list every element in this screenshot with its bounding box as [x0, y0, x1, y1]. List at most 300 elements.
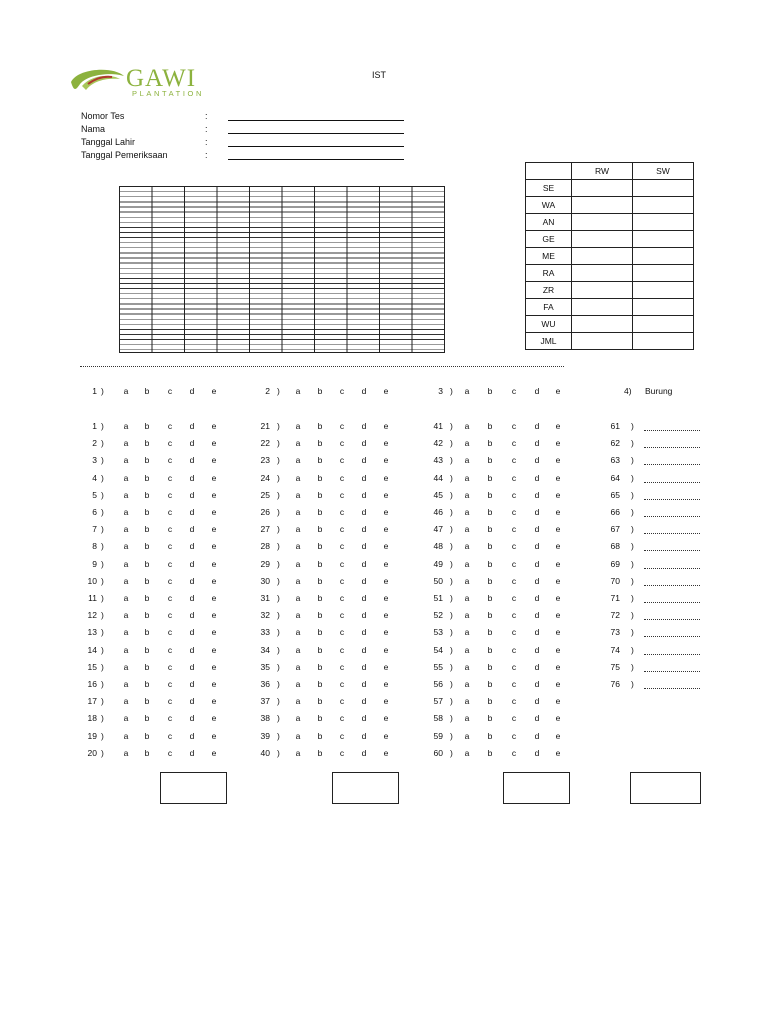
answer-option-c[interactable]: c: [339, 507, 345, 517]
fill-answer-line[interactable]: [644, 592, 700, 603]
answer-option-d[interactable]: d: [189, 661, 195, 672]
answer-option-b[interactable]: b: [487, 386, 493, 396]
answer-option-c[interactable]: c: [511, 421, 517, 431]
answer-option-e[interactable]: e: [211, 593, 217, 603]
answer-option-b[interactable]: b: [487, 696, 493, 707]
answer-option-d[interactable]: d: [189, 524, 195, 535]
answer-option-d[interactable]: d: [361, 593, 367, 603]
answer-option-a[interactable]: a: [464, 575, 470, 586]
answer-option-b[interactable]: b: [487, 438, 493, 449]
answer-option-d[interactable]: d: [189, 421, 195, 431]
answer-option-b[interactable]: b: [487, 575, 493, 586]
answer-option-c[interactable]: c: [511, 541, 517, 552]
answer-option-e[interactable]: e: [555, 524, 561, 535]
answer-option-b[interactable]: b: [144, 610, 150, 621]
answer-option-a[interactable]: a: [123, 507, 129, 517]
answer-option-d[interactable]: d: [189, 438, 195, 449]
answer-option-e[interactable]: e: [383, 593, 389, 603]
answer-option-e[interactable]: e: [555, 593, 561, 603]
answer-option-a[interactable]: a: [464, 696, 470, 707]
score-cell-rw[interactable]: [572, 333, 633, 350]
answer-option-b[interactable]: b: [144, 472, 150, 483]
answer-option-c[interactable]: c: [339, 644, 345, 655]
answer-option-e[interactable]: e: [555, 421, 561, 431]
answer-option-a[interactable]: a: [464, 661, 470, 672]
answer-option-c[interactable]: c: [511, 730, 517, 741]
score-cell-sw[interactable]: [633, 214, 694, 231]
answer-option-c[interactable]: c: [339, 558, 345, 569]
answer-option-e[interactable]: e: [211, 696, 217, 707]
answer-option-c[interactable]: c: [339, 610, 345, 621]
answer-option-b[interactable]: b: [317, 593, 323, 603]
answer-option-a[interactable]: a: [123, 610, 129, 621]
fill-answer-line[interactable]: [644, 454, 700, 465]
answer-option-c[interactable]: c: [511, 472, 517, 483]
answer-option-c[interactable]: c: [167, 627, 173, 638]
answer-option-d[interactable]: d: [534, 541, 540, 552]
score-cell-sw[interactable]: [633, 333, 694, 350]
answer-option-a[interactable]: a: [464, 438, 470, 449]
answer-option-d[interactable]: d: [361, 421, 367, 431]
answer-option-d[interactable]: d: [189, 747, 195, 758]
score-box-3[interactable]: [503, 772, 570, 804]
answer-option-d[interactable]: d: [534, 679, 540, 689]
answer-option-d[interactable]: d: [189, 558, 195, 569]
answer-option-b[interactable]: b: [317, 575, 323, 586]
answer-option-b[interactable]: b: [487, 610, 493, 621]
answer-option-e[interactable]: e: [383, 438, 389, 449]
answer-option-d[interactable]: d: [361, 455, 367, 466]
answer-option-b[interactable]: b: [317, 627, 323, 638]
answer-option-b[interactable]: b: [144, 438, 150, 449]
answer-option-d[interactable]: d: [189, 627, 195, 638]
answer-option-a[interactable]: a: [123, 438, 129, 449]
answer-option-a[interactable]: a: [123, 696, 129, 707]
answer-option-a[interactable]: a: [123, 713, 129, 724]
answer-option-d[interactable]: d: [361, 730, 367, 741]
answer-option-a[interactable]: a: [295, 489, 301, 500]
score-cell-rw[interactable]: [572, 299, 633, 316]
answer-option-d[interactable]: d: [361, 558, 367, 569]
answer-option-e[interactable]: e: [555, 386, 561, 396]
answer-option-b[interactable]: b: [144, 524, 150, 535]
score-cell-sw[interactable]: [633, 248, 694, 265]
answer-option-d[interactable]: d: [361, 644, 367, 655]
score-cell-rw[interactable]: [572, 231, 633, 248]
answer-option-e[interactable]: e: [383, 747, 389, 758]
tanggal-pemeriksaan-line[interactable]: [228, 159, 404, 160]
answer-option-b[interactable]: b: [487, 558, 493, 569]
answer-option-c[interactable]: c: [339, 455, 345, 466]
answer-option-e[interactable]: e: [211, 438, 217, 449]
answer-option-b[interactable]: b: [317, 730, 323, 741]
answer-option-a[interactable]: a: [464, 610, 470, 621]
answer-option-c[interactable]: c: [167, 541, 173, 552]
answer-option-d[interactable]: d: [534, 507, 540, 517]
answer-option-a[interactable]: a: [295, 455, 301, 466]
answer-option-d[interactable]: d: [361, 627, 367, 638]
answer-option-c[interactable]: c: [167, 679, 173, 689]
answer-option-d[interactable]: d: [534, 661, 540, 672]
answer-option-e[interactable]: e: [211, 644, 217, 655]
answer-option-b[interactable]: b: [487, 489, 493, 500]
answer-option-b[interactable]: b: [144, 627, 150, 638]
answer-option-a[interactable]: a: [295, 541, 301, 552]
answer-option-a[interactable]: a: [295, 661, 301, 672]
answer-option-d[interactable]: d: [189, 455, 195, 466]
fill-answer-line[interactable]: [644, 678, 700, 689]
answer-option-a[interactable]: a: [295, 524, 301, 535]
answer-option-c[interactable]: c: [511, 455, 517, 466]
answer-option-c[interactable]: c: [511, 610, 517, 621]
answer-option-c[interactable]: c: [167, 507, 173, 517]
answer-option-b[interactable]: b: [317, 713, 323, 724]
answer-option-e[interactable]: e: [555, 507, 561, 517]
answer-option-d[interactable]: d: [534, 386, 540, 396]
answer-option-c[interactable]: c: [339, 679, 345, 689]
answer-option-b[interactable]: b: [317, 507, 323, 517]
answer-option-e[interactable]: e: [211, 747, 217, 758]
answer-option-c[interactable]: c: [511, 507, 517, 517]
answer-option-a[interactable]: a: [123, 679, 129, 689]
answer-option-e[interactable]: e: [555, 747, 561, 758]
score-cell-sw[interactable]: [633, 231, 694, 248]
answer-option-d[interactable]: d: [534, 593, 540, 603]
answer-option-e[interactable]: e: [383, 558, 389, 569]
answer-option-a[interactable]: a: [295, 575, 301, 586]
answer-option-d[interactable]: d: [189, 593, 195, 603]
answer-option-e[interactable]: e: [383, 679, 389, 689]
answer-option-a[interactable]: a: [464, 472, 470, 483]
answer-option-a[interactable]: a: [464, 455, 470, 466]
answer-option-e[interactable]: e: [211, 507, 217, 517]
answer-option-b[interactable]: b: [144, 386, 150, 396]
answer-option-a[interactable]: a: [123, 627, 129, 638]
answer-option-e[interactable]: e: [211, 575, 217, 586]
answer-option-c[interactable]: c: [339, 661, 345, 672]
answer-option-a[interactable]: a: [295, 713, 301, 724]
answer-option-b[interactable]: b: [144, 507, 150, 517]
answer-option-b[interactable]: b: [317, 386, 323, 396]
answer-option-e[interactable]: e: [383, 541, 389, 552]
answer-option-b[interactable]: b: [487, 713, 493, 724]
answer-option-c[interactable]: c: [167, 489, 173, 500]
answer-option-a[interactable]: a: [464, 558, 470, 569]
answer-option-b[interactable]: b: [144, 696, 150, 707]
answer-option-d[interactable]: d: [189, 541, 195, 552]
answer-option-a[interactable]: a: [464, 679, 470, 689]
answer-option-b[interactable]: b: [317, 747, 323, 758]
answer-option-d[interactable]: d: [189, 386, 195, 396]
answer-option-e[interactable]: e: [555, 455, 561, 466]
tanggal-lahir-line[interactable]: [228, 146, 404, 147]
answer-option-b[interactable]: b: [487, 679, 493, 689]
answer-option-a[interactable]: a: [295, 696, 301, 707]
answer-option-b[interactable]: b: [487, 524, 493, 535]
answer-option-c[interactable]: c: [167, 575, 173, 586]
fill-answer-line[interactable]: [644, 558, 700, 569]
answer-option-d[interactable]: d: [189, 575, 195, 586]
answer-option-d[interactable]: d: [361, 696, 367, 707]
answer-option-c[interactable]: c: [511, 644, 517, 655]
answer-option-e[interactable]: e: [383, 730, 389, 741]
score-cell-rw[interactable]: [572, 265, 633, 282]
answer-option-e[interactable]: e: [211, 489, 217, 500]
answer-option-a[interactable]: a: [295, 438, 301, 449]
answer-option-e[interactable]: e: [555, 644, 561, 655]
answer-option-c[interactable]: c: [339, 524, 345, 535]
answer-option-c[interactable]: c: [339, 747, 345, 758]
answer-option-d[interactable]: d: [189, 713, 195, 724]
answer-option-b[interactable]: b: [317, 438, 323, 449]
fill-answer-line[interactable]: [644, 506, 700, 517]
answer-option-e[interactable]: e: [211, 610, 217, 621]
answer-option-b[interactable]: b: [487, 421, 493, 431]
answer-option-e[interactable]: e: [383, 489, 389, 500]
score-cell-rw[interactable]: [572, 214, 633, 231]
answer-option-b[interactable]: b: [317, 696, 323, 707]
answer-option-c[interactable]: c: [167, 730, 173, 741]
answer-option-e[interactable]: e: [211, 730, 217, 741]
answer-option-c[interactable]: c: [511, 713, 517, 724]
answer-option-a[interactable]: a: [295, 627, 301, 638]
answer-option-c[interactable]: c: [511, 524, 517, 535]
answer-option-c[interactable]: c: [511, 558, 517, 569]
answer-option-b[interactable]: b: [144, 558, 150, 569]
score-cell-rw[interactable]: [572, 248, 633, 265]
score-cell-rw[interactable]: [572, 282, 633, 299]
answer-option-c[interactable]: c: [339, 421, 345, 431]
answer-option-a[interactable]: a: [464, 524, 470, 535]
answer-option-d[interactable]: d: [361, 541, 367, 552]
answer-option-a[interactable]: a: [123, 386, 129, 396]
answer-option-e[interactable]: e: [383, 644, 389, 655]
answer-option-a[interactable]: a: [123, 661, 129, 672]
answer-option-b[interactable]: b: [144, 575, 150, 586]
answer-option-e[interactable]: e: [555, 661, 561, 672]
answer-option-a[interactable]: a: [295, 421, 301, 431]
score-box-1[interactable]: [160, 772, 227, 804]
answer-option-a[interactable]: a: [123, 524, 129, 535]
answer-option-a[interactable]: a: [464, 713, 470, 724]
fill-answer-line[interactable]: [644, 437, 700, 448]
answer-option-b[interactable]: b: [487, 541, 493, 552]
answer-option-e[interactable]: e: [211, 679, 217, 689]
answer-option-e[interactable]: e: [555, 627, 561, 638]
score-cell-sw[interactable]: [633, 282, 694, 299]
answer-option-a[interactable]: a: [123, 541, 129, 552]
answer-option-e[interactable]: e: [211, 558, 217, 569]
answer-option-d[interactable]: d: [361, 575, 367, 586]
answer-option-c[interactable]: c: [511, 438, 517, 449]
fill-answer-line[interactable]: [644, 626, 700, 637]
answer-option-c[interactable]: c: [339, 386, 345, 396]
answer-option-c[interactable]: c: [167, 438, 173, 449]
answer-option-c[interactable]: c: [511, 661, 517, 672]
fill-answer-line[interactable]: [644, 609, 700, 620]
answer-option-c[interactable]: c: [511, 593, 517, 603]
answer-option-c[interactable]: c: [339, 438, 345, 449]
answer-option-c[interactable]: c: [339, 713, 345, 724]
answer-option-e[interactable]: e: [555, 679, 561, 689]
answer-option-c[interactable]: c: [167, 472, 173, 483]
answer-option-b[interactable]: b: [144, 679, 150, 689]
answer-option-b[interactable]: b: [487, 507, 493, 517]
answer-option-d[interactable]: d: [361, 438, 367, 449]
fill-answer-line[interactable]: [644, 420, 700, 431]
answer-option-e[interactable]: e: [211, 661, 217, 672]
score-cell-rw[interactable]: [572, 197, 633, 214]
answer-option-c[interactable]: c: [167, 747, 173, 758]
score-box-4[interactable]: [630, 772, 701, 804]
answer-option-a[interactable]: a: [295, 558, 301, 569]
answer-option-c[interactable]: c: [167, 421, 173, 431]
answer-option-e[interactable]: e: [211, 455, 217, 466]
answer-option-a[interactable]: a: [464, 386, 470, 396]
answer-option-d[interactable]: d: [361, 610, 367, 621]
answer-option-c[interactable]: c: [339, 575, 345, 586]
answer-option-d[interactable]: d: [534, 472, 540, 483]
answer-option-b[interactable]: b: [487, 747, 493, 758]
answer-option-e[interactable]: e: [555, 489, 561, 500]
score-cell-sw[interactable]: [633, 265, 694, 282]
answer-option-a[interactable]: a: [123, 730, 129, 741]
answer-option-d[interactable]: d: [361, 713, 367, 724]
answer-option-c[interactable]: c: [339, 730, 345, 741]
answer-option-a[interactable]: a: [295, 747, 301, 758]
answer-option-e[interactable]: e: [555, 438, 561, 449]
answer-option-c[interactable]: c: [167, 524, 173, 535]
answer-option-b[interactable]: b: [487, 730, 493, 741]
answer-option-e[interactable]: e: [383, 524, 389, 535]
score-cell-sw[interactable]: [633, 197, 694, 214]
fill-answer-line[interactable]: [644, 575, 700, 586]
answer-option-e[interactable]: e: [383, 696, 389, 707]
answer-option-b[interactable]: b: [487, 455, 493, 466]
answer-option-b[interactable]: b: [144, 644, 150, 655]
answer-option-c[interactable]: c: [511, 627, 517, 638]
answer-option-a[interactable]: a: [295, 472, 301, 483]
fill-answer-line[interactable]: [644, 644, 700, 655]
answer-option-e[interactable]: e: [383, 661, 389, 672]
answer-option-a[interactable]: a: [123, 472, 129, 483]
answer-option-d[interactable]: d: [189, 644, 195, 655]
score-cell-sw[interactable]: [633, 316, 694, 333]
fill-answer-line[interactable]: [644, 661, 700, 672]
answer-option-e[interactable]: e: [555, 541, 561, 552]
nama-line[interactable]: [228, 133, 404, 134]
answer-option-a[interactable]: a: [123, 575, 129, 586]
score-cell-sw[interactable]: [633, 180, 694, 197]
answer-option-b[interactable]: b: [317, 558, 323, 569]
score-cell-rw[interactable]: [572, 316, 633, 333]
answer-option-b[interactable]: b: [317, 644, 323, 655]
answer-option-d[interactable]: d: [189, 730, 195, 741]
answer-option-e[interactable]: e: [211, 713, 217, 724]
answer-option-c[interactable]: c: [339, 627, 345, 638]
score-cell-rw[interactable]: [572, 180, 633, 197]
answer-option-c[interactable]: c: [167, 696, 173, 707]
answer-option-e[interactable]: e: [383, 386, 389, 396]
answer-option-b[interactable]: b: [144, 730, 150, 741]
answer-option-b[interactable]: b: [144, 593, 150, 603]
answer-option-d[interactable]: d: [534, 438, 540, 449]
answer-option-c[interactable]: c: [339, 489, 345, 500]
answer-option-a[interactable]: a: [123, 747, 129, 758]
answer-option-d[interactable]: d: [534, 747, 540, 758]
answer-option-b[interactable]: b: [317, 541, 323, 552]
answer-option-d[interactable]: d: [534, 644, 540, 655]
answer-option-b[interactable]: b: [487, 593, 493, 603]
answer-option-d[interactable]: d: [534, 627, 540, 638]
answer-option-b[interactable]: b: [487, 472, 493, 483]
answer-option-a[interactable]: a: [295, 386, 301, 396]
answer-option-c[interactable]: c: [167, 644, 173, 655]
answer-option-c[interactable]: c: [511, 679, 517, 689]
answer-option-c[interactable]: c: [167, 455, 173, 466]
answer-option-c[interactable]: c: [511, 489, 517, 500]
answer-option-b[interactable]: b: [487, 627, 493, 638]
answer-option-e[interactable]: e: [383, 421, 389, 431]
answer-option-b[interactable]: b: [317, 489, 323, 500]
answer-option-a[interactable]: a: [464, 489, 470, 500]
answer-option-b[interactable]: b: [144, 489, 150, 500]
answer-option-e[interactable]: e: [383, 575, 389, 586]
answer-option-d[interactable]: d: [534, 575, 540, 586]
answer-option-a[interactable]: a: [295, 644, 301, 655]
answer-option-e[interactable]: e: [555, 558, 561, 569]
answer-option-b[interactable]: b: [487, 644, 493, 655]
answer-option-d[interactable]: d: [361, 472, 367, 483]
answer-option-b[interactable]: b: [144, 421, 150, 431]
answer-option-d[interactable]: d: [361, 386, 367, 396]
answer-option-d[interactable]: d: [361, 507, 367, 517]
answer-option-d[interactable]: d: [534, 489, 540, 500]
answer-option-d[interactable]: d: [361, 489, 367, 500]
answer-option-d[interactable]: d: [189, 696, 195, 707]
answer-option-e[interactable]: e: [211, 627, 217, 638]
answer-option-a[interactable]: a: [123, 644, 129, 655]
answer-option-a[interactable]: a: [464, 507, 470, 517]
answer-option-e[interactable]: e: [211, 524, 217, 535]
answer-option-d[interactable]: d: [361, 747, 367, 758]
answer-option-e[interactable]: e: [555, 696, 561, 707]
fill-answer-line[interactable]: [644, 523, 700, 534]
answer-option-c[interactable]: c: [167, 713, 173, 724]
answer-option-b[interactable]: b: [144, 455, 150, 466]
fill-answer-line[interactable]: [644, 489, 700, 500]
answer-option-d[interactable]: d: [534, 421, 540, 431]
answer-option-a[interactable]: a: [464, 730, 470, 741]
answer-option-c[interactable]: c: [511, 386, 517, 396]
answer-option-e[interactable]: e: [383, 610, 389, 621]
fill-answer-line[interactable]: [644, 472, 700, 483]
answer-option-d[interactable]: d: [361, 524, 367, 535]
answer-option-e[interactable]: e: [383, 713, 389, 724]
nomor-tes-line[interactable]: [228, 120, 404, 121]
answer-option-d[interactable]: d: [361, 679, 367, 689]
answer-option-e[interactable]: e: [211, 541, 217, 552]
answer-option-c[interactable]: c: [167, 661, 173, 672]
answer-option-d[interactable]: d: [534, 610, 540, 621]
answer-option-b[interactable]: b: [144, 661, 150, 672]
answer-option-b[interactable]: b: [317, 524, 323, 535]
answer-option-b[interactable]: b: [317, 421, 323, 431]
answer-option-a[interactable]: a: [123, 421, 129, 431]
answer-option-c[interactable]: c: [511, 696, 517, 707]
answer-option-b[interactable]: b: [144, 713, 150, 724]
answer-option-e[interactable]: e: [555, 472, 561, 483]
